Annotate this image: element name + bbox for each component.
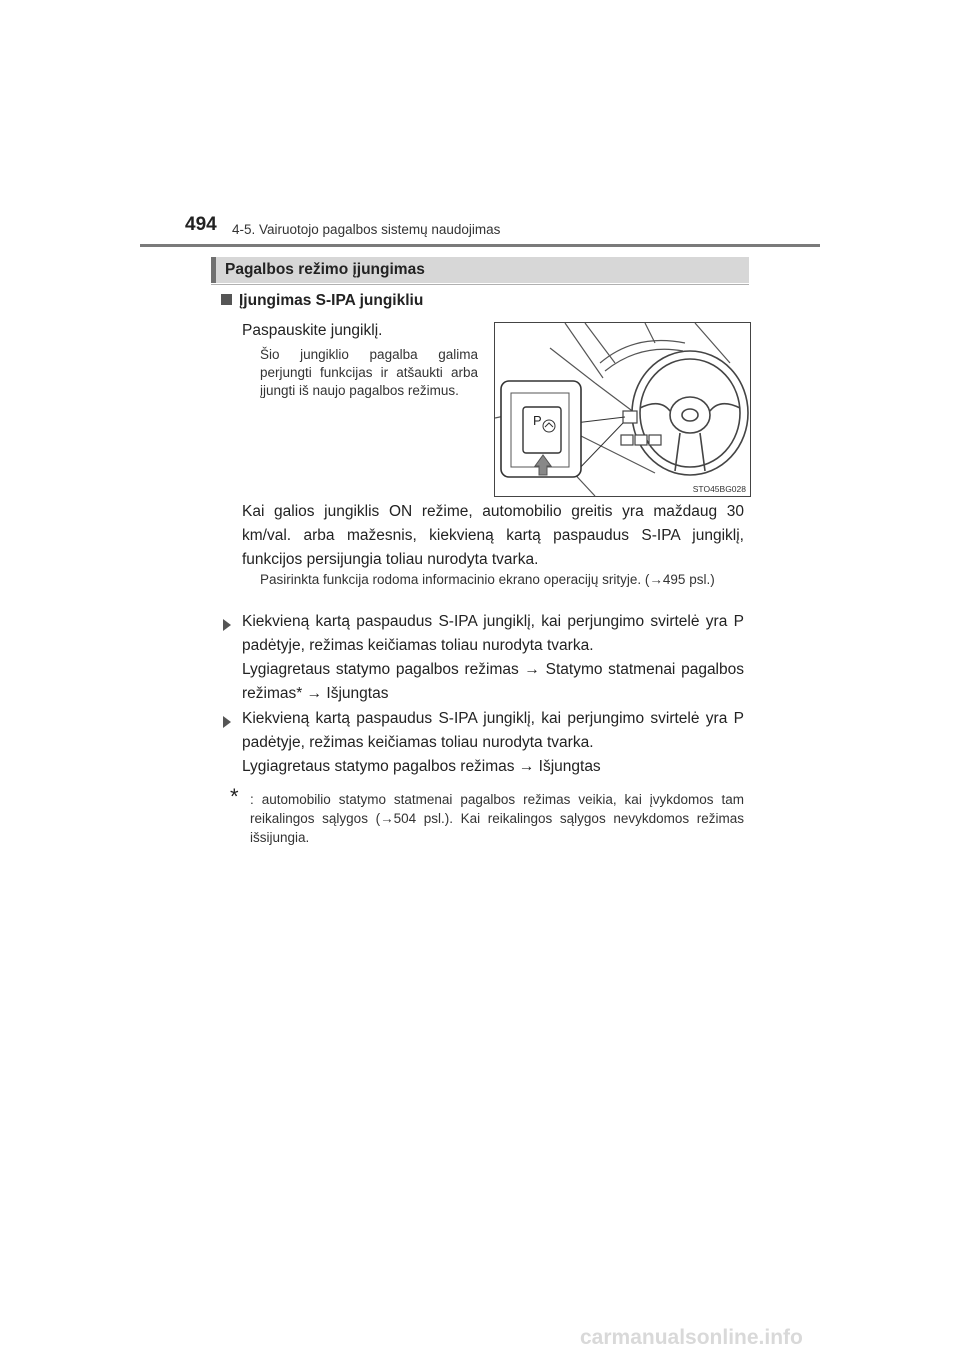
switch-note: Šio jungiklio pagalba galima perjungti funkcijas ir atšaukti arba įjungti iš naujo pagalbos režimus. [260,347,478,398]
page-number: 494 [185,214,217,235]
press-instruction: Paspauskite jungiklį. [242,322,383,339]
display-note: Pasirinkta funkcija rodoma informacinio ekrano operacijų srityje. (→495 psl.) [260,572,715,587]
steering-wheel-icon [632,351,748,475]
bullet-1-sequence: Lygiagretaus statymo pagalbos režimas → Statymo statmenai pagalbos režimas* → Išjungtas [242,661,744,702]
switch-letter: P [533,413,542,428]
section-heading: Pagalbos režimo įjungimas [225,261,425,278]
header-rule [140,244,820,247]
subsection-heading [221,292,423,310]
bullet-arrow-icon [223,619,231,631]
switch-location-figure [494,322,751,497]
footnote: : automobilio statymo statmenai pagalbos režimas veikia, kai įvykdomos tam reikalingos sąlygos (→504 psl.). Kai reikalingos sąlygos nevykdomos režimas išsijungia. [250,792,744,845]
dashboard-illustration [495,323,750,496]
section-heading-stripe [211,257,216,283]
watermark: carmanualsonline.info [580,1326,803,1349]
section-heading-bar [211,257,749,283]
chapter-title: 4-5. Vairuotojo pagalbos sistemų naudojimas [232,222,501,237]
square-bullet-icon [221,294,232,305]
parking-assist-icon [543,420,555,432]
section-underline [211,284,749,285]
figure-code: STO45BG028 [692,484,746,494]
bullet-arrow-icon [223,716,231,728]
s-ipa-switch-button [523,407,561,453]
paragraph-speed-condition: Kai galios jungiklis ON režime, automobilio greitis yra maždaug 30 km/val. arba mažesnis, kiekvieną kartą paspaudus S-IPA jungiklį, funkcijos persijungia toliau nurodyta tvarka. [242,503,744,568]
subsection-title: Įjungimas S-IPA jungikliu [239,292,424,309]
bullet-2-sequence: Lygiagretaus statymo pagalbos režimas → Išjungtas [242,758,601,775]
bullet-item-2: Kiekvieną kartą paspaudus S-IPA jungiklį, kai perjungimo svirtelė yra P padėtyje, režimas keičiamas toliau nurodyta tvarka. [242,710,744,751]
footnote-marker: * [230,784,239,809]
bullet-item-1: Kiekvieną kartą paspaudus S-IPA jungiklį, kai perjungimo svirtelė yra P padėtyje, režimas keičiamas toliau nurodyta tvarka. [242,613,744,654]
